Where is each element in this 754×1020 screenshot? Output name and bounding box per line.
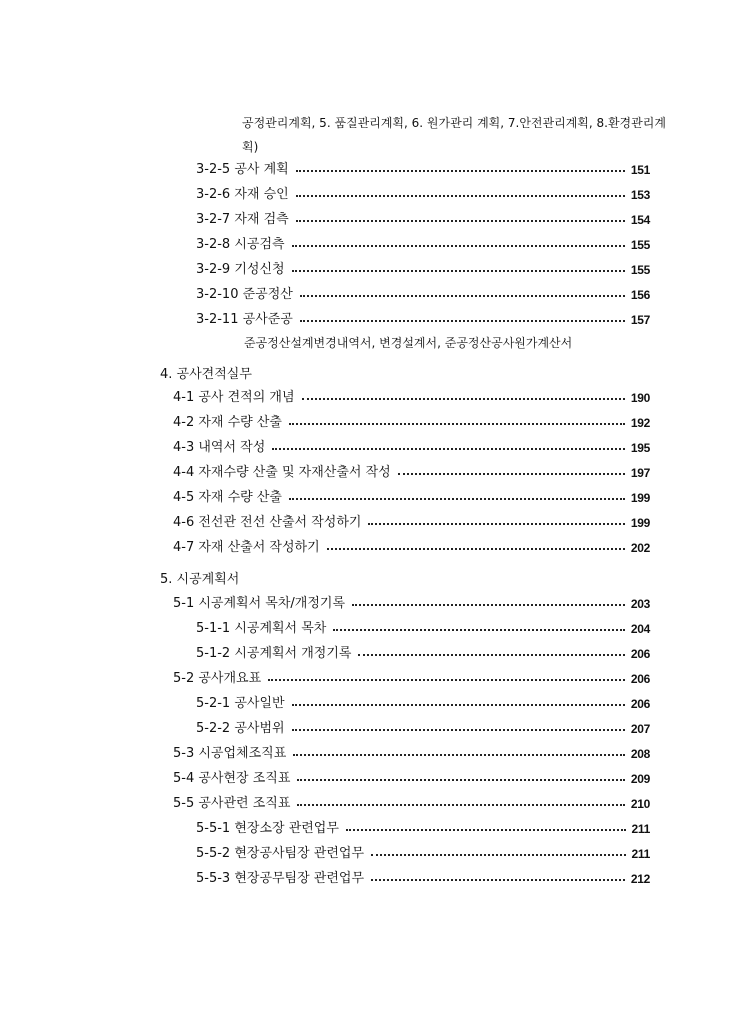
toc-page-number: 209 [630, 772, 650, 786]
toc-entry [196, 621, 650, 637]
dot-leader [346, 829, 626, 831]
toc-entry [196, 721, 650, 737]
toc-entry-label: 3-2-11 공사준공 [196, 312, 293, 327]
toc-subtopic-note [242, 115, 666, 131]
toc-entry [173, 540, 650, 556]
toc-entry [173, 490, 650, 506]
toc-entry-label: 4-4 자재수량 산출 및 자재산출서 작성 [173, 465, 391, 480]
toc-entry-label: 5-2-2 공사범위 [196, 721, 285, 736]
toc-entry-label: 5-5-2 현장공사팀장 관련업무 [196, 846, 365, 861]
chapter-title: 5. 시공계획서 [160, 572, 240, 587]
dot-leader [327, 548, 625, 550]
toc-page-number: 207 [630, 722, 650, 736]
toc-entry [196, 312, 650, 328]
toc-entry-label: 5-3 시공업체조직표 [173, 746, 287, 761]
toc-page-number: 212 [630, 872, 650, 886]
dot-leader [368, 523, 624, 525]
dot-leader [398, 473, 625, 475]
toc-entry [196, 237, 650, 253]
toc-entry [173, 390, 650, 406]
toc-entry-label: 3-2-10 준공정산 [196, 287, 293, 302]
toc-entry-label: 3-2-7 자재 검측 [196, 212, 289, 227]
toc-entry [196, 262, 650, 278]
toc-entry [196, 696, 650, 712]
toc-entry [173, 671, 650, 687]
toc-page-number: 197 [630, 466, 650, 480]
toc-entry-label: 5-1 시공계획서 목차/개정기록 [173, 596, 346, 611]
note-text: 공정관리계획, 5. 품질관리계획, 6. 원가관리 계획, 7.안전관리계획, 8.환경관리계 [242, 116, 666, 130]
dot-leader [302, 398, 625, 400]
dot-leader [292, 245, 625, 247]
dot-leader [268, 679, 625, 681]
toc-entry-label: 4-7 자재 산출서 작성하기 [173, 540, 320, 555]
toc-entry-label: 4-3 내역서 작성 [173, 440, 266, 455]
dot-leader [272, 448, 625, 450]
toc-page-number: 157 [630, 313, 650, 327]
toc-entry-label: 3-2-5 공사 계획 [196, 162, 289, 177]
toc-entry [173, 596, 650, 612]
toc-entry [173, 415, 650, 431]
dot-leader [371, 854, 625, 856]
toc-page-number: 211 [631, 847, 650, 861]
toc-entry-label: 4-2 자재 수량 산출 [173, 415, 282, 430]
toc-page-number: 199 [630, 491, 650, 505]
toc-entry [173, 440, 650, 456]
note-text: 준공정산설계변경내역서, 변경설계서, 준공정산공사원가계산서 [244, 336, 573, 350]
toc-entry [173, 796, 650, 812]
dot-leader [300, 295, 625, 297]
dot-leader [296, 195, 625, 197]
toc-page-number: 156 [630, 288, 650, 302]
toc-page-number: 151 [630, 163, 650, 177]
toc-subtopic-note [242, 139, 258, 155]
dot-leader [293, 754, 625, 756]
dot-leader [358, 654, 624, 656]
dot-leader [333, 629, 625, 631]
toc-entry [196, 187, 650, 203]
toc-page-number: 206 [630, 697, 650, 711]
toc-page-number: 192 [630, 416, 650, 430]
toc-entry [196, 646, 650, 662]
toc-entry [196, 846, 650, 862]
toc-entry-label: 3-2-6 자재 승인 [196, 187, 289, 202]
toc-chapter-heading [160, 572, 239, 588]
dot-leader [352, 604, 625, 606]
dot-leader [292, 704, 625, 706]
toc-page-number: 154 [630, 213, 650, 227]
toc-entry [196, 871, 650, 887]
toc-page-number: 208 [630, 747, 650, 761]
dot-leader [297, 779, 624, 781]
dot-leader [371, 879, 625, 881]
toc-page-number: 206 [630, 647, 650, 661]
toc-entry-label: 4-6 전선관 전선 산출서 작성하기 [173, 515, 362, 530]
toc-page-number: 210 [630, 797, 650, 811]
toc-page-number: 190 [630, 391, 650, 405]
dot-leader [297, 804, 624, 806]
toc-entry-label: 5-1-1 시공계획서 목차 [196, 621, 327, 636]
toc-entry [173, 771, 650, 787]
toc-entry-label: 5-4 공사현장 조직표 [173, 771, 291, 786]
toc-entry [173, 465, 650, 481]
toc-entry-label: 5-2-1 공사일반 [196, 696, 285, 711]
toc-chapter-heading [160, 367, 252, 383]
toc-page-number: 155 [630, 238, 650, 252]
toc-page-number: 195 [630, 441, 650, 455]
dot-leader [296, 220, 625, 222]
note-text: 획) [242, 140, 259, 154]
toc-page-number: 199 [630, 516, 650, 530]
toc-page-number: 211 [631, 822, 650, 836]
toc-entry-label: 5-2 공사개요표 [173, 671, 262, 686]
toc-entry-label: 3-2-8 시공검측 [196, 237, 285, 252]
toc-entry [196, 287, 650, 303]
toc-entry-label: 4-5 자재 수량 산출 [173, 490, 282, 505]
chapter-title: 4. 공사견적실무 [160, 367, 252, 382]
toc-page-number: 155 [630, 263, 650, 277]
dot-leader [289, 423, 625, 425]
toc-entry [173, 746, 650, 762]
toc-page-number: 203 [630, 597, 650, 611]
toc-page-number: 153 [630, 188, 650, 202]
toc-entry-label: 5-5-3 현장공무팀장 관련업무 [196, 871, 365, 886]
dot-leader [289, 498, 625, 500]
toc-page-number: 204 [630, 622, 650, 636]
toc-entry-label: 5-1-2 시공계획서 개정기록 [196, 646, 352, 661]
toc-entry-label: 5-5 공사관련 조직표 [173, 796, 291, 811]
dot-leader [292, 270, 625, 272]
toc-entry [196, 212, 650, 228]
toc-page-number: 206 [630, 672, 650, 686]
dot-leader [296, 170, 625, 172]
dot-leader [292, 729, 625, 731]
toc-subtopic-note [244, 335, 572, 351]
toc-page-number: 202 [630, 541, 650, 555]
toc-entry-label: 4-1 공사 견적의 개념 [173, 390, 295, 405]
toc-entry [173, 515, 650, 531]
toc-entry [196, 162, 650, 178]
toc-entry [196, 821, 650, 837]
toc-entry-label: 5-5-1 현장소장 관련업무 [196, 821, 339, 836]
toc-entry-label: 3-2-9 기성신청 [196, 262, 285, 277]
dot-leader [300, 320, 625, 322]
